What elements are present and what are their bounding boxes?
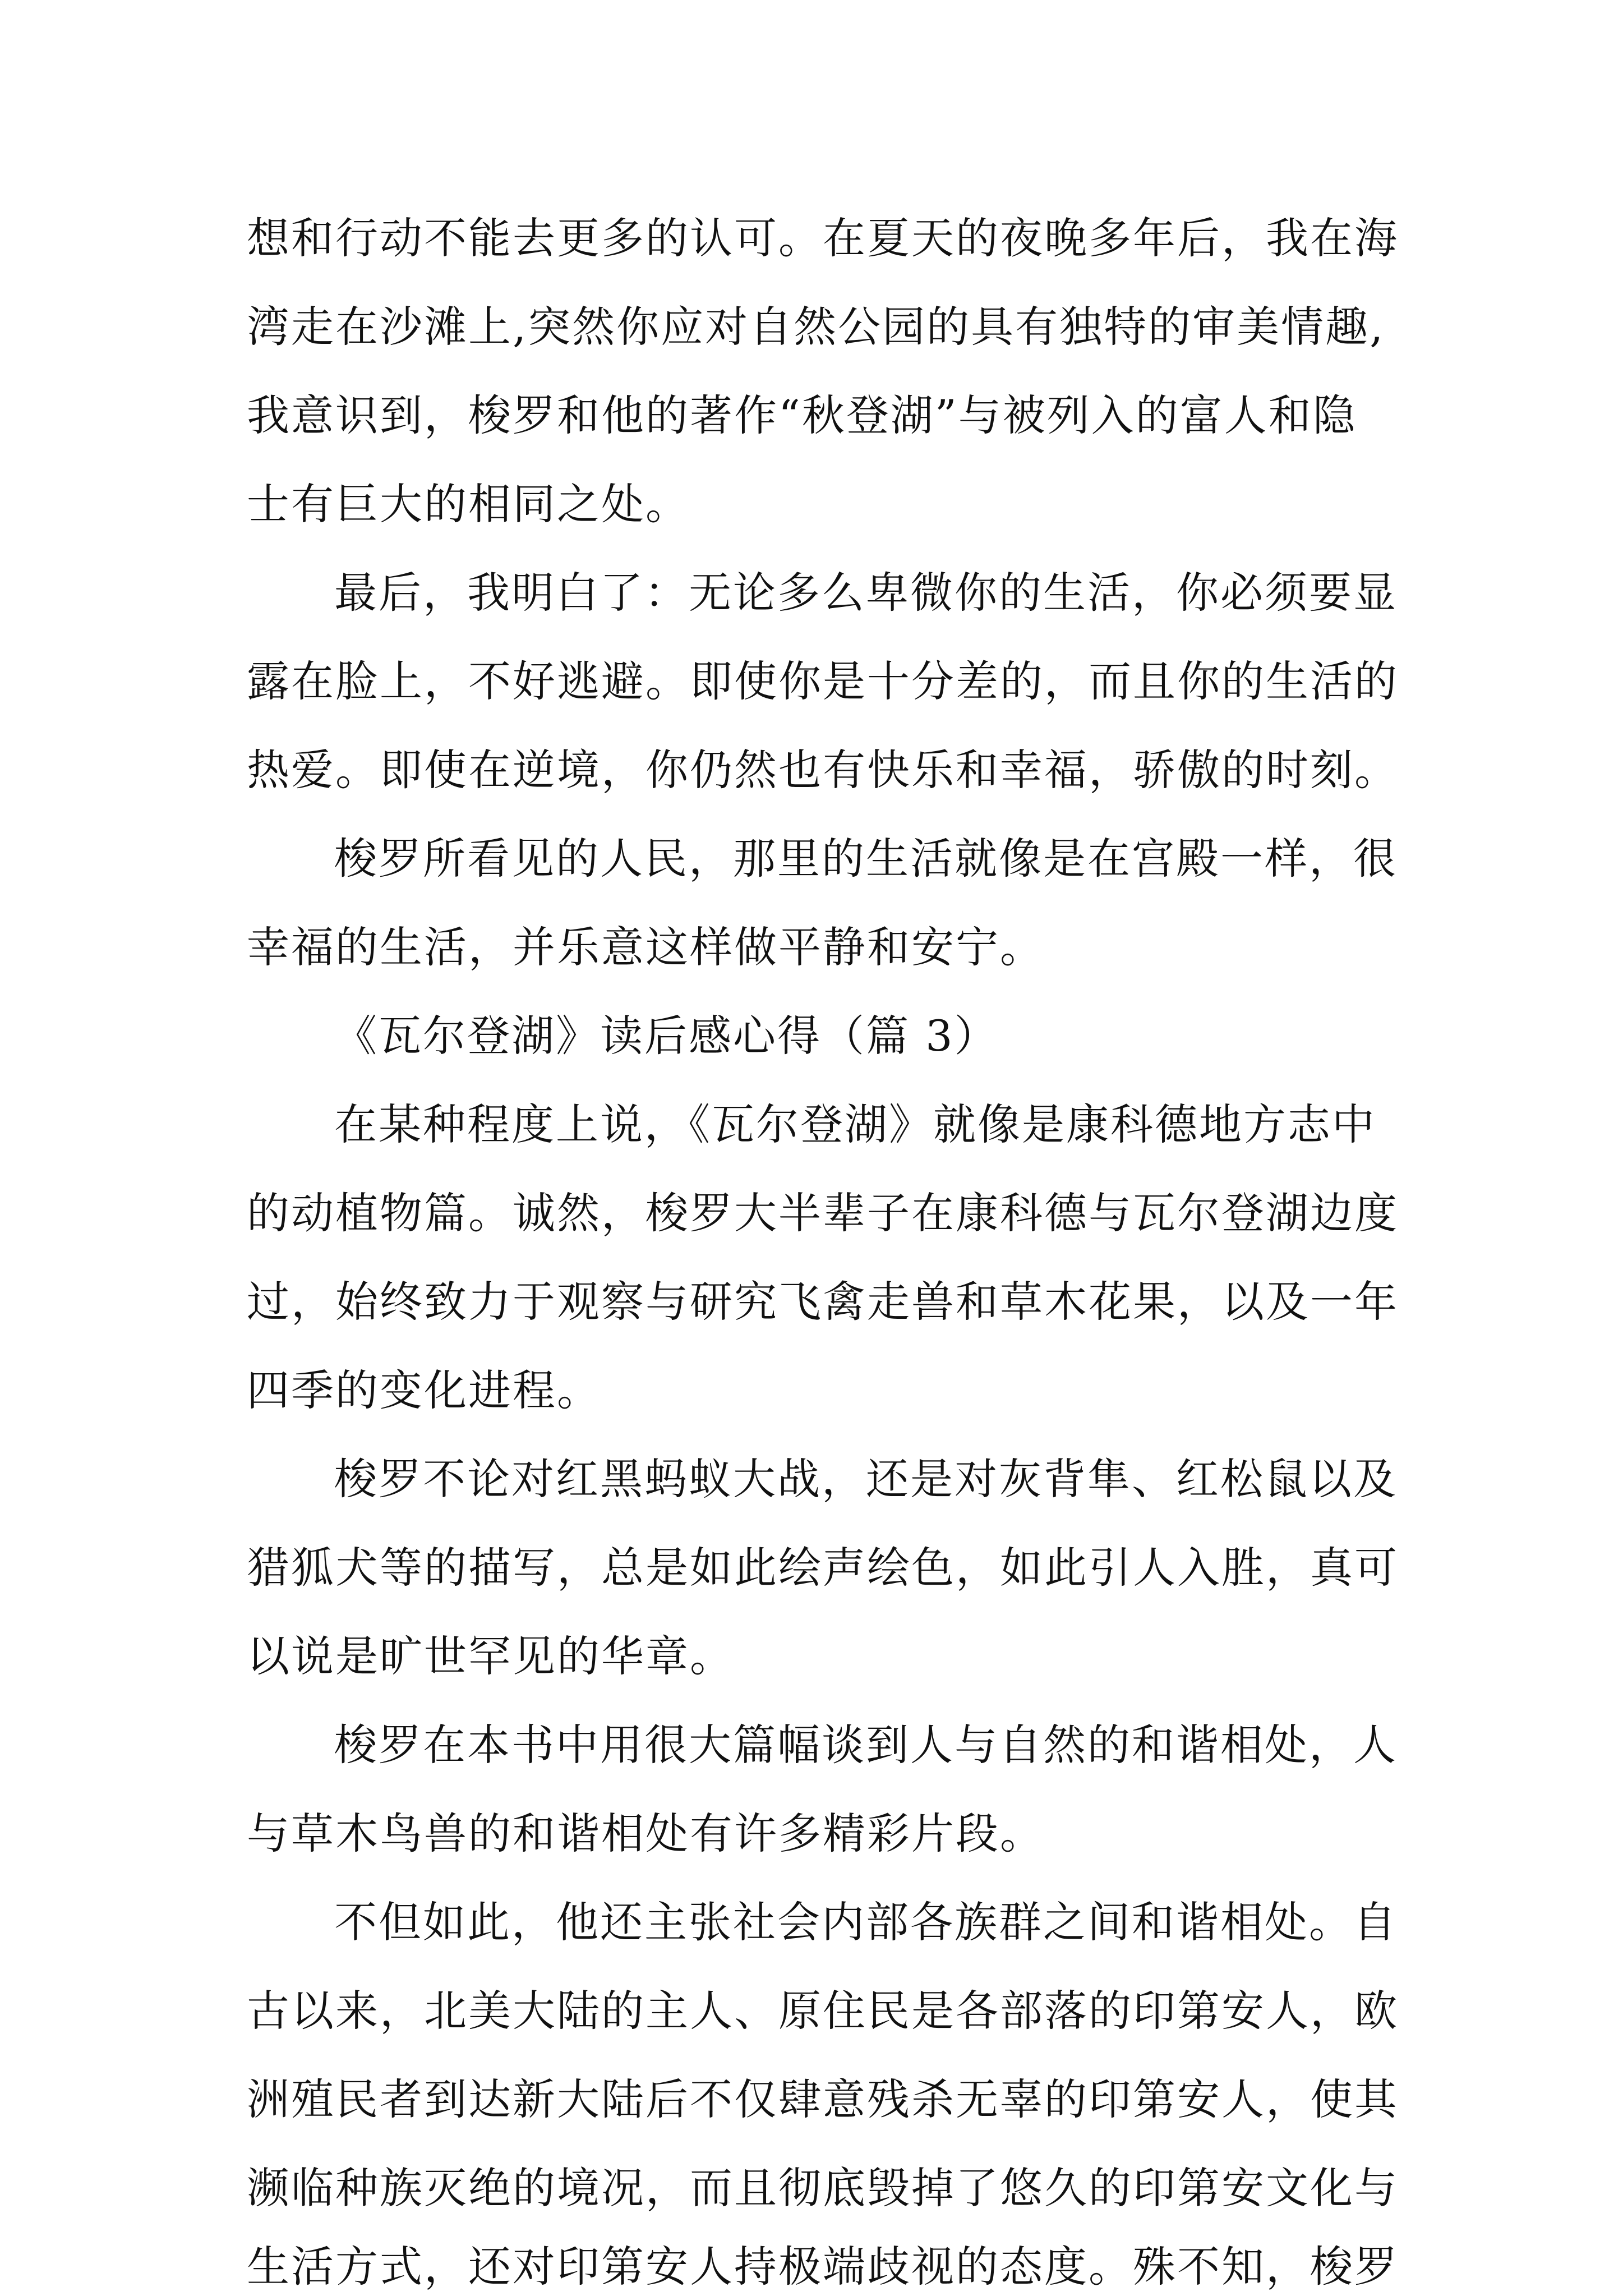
text-line: 濒临种族灭绝的境况，而且彻底毁掉了悠久的印第安文化与 (247, 2163, 1399, 2213)
paragraph-start-line: 梭罗不论对红黑蚂蚁大战，还是对灰背隼、红松鼠以及 (334, 1454, 1398, 1504)
text-line: 猎狐犬等的描写，总是如此绘声绘色，如此引人入胜，真可 (247, 1543, 1399, 1593)
text-line: 热爱。即使在逆境，你仍然也有快乐和幸福，骄傲的时刻。 (247, 745, 1399, 795)
text-line: 士有巨大的相同之处。 (247, 479, 690, 529)
text-line: 湾走在沙滩上,突然你应对自然公园的具有独特的审美情趣, (247, 302, 1385, 352)
text-line: 以说是旷世罕见的华章。 (247, 1631, 734, 1681)
text-line: 过，始终致力于观察与研究飞禽走兽和草木花果，以及一年 (247, 1277, 1399, 1327)
paragraph-start-line: 梭罗在本书中用很大篇幅谈到人与自然的和谐相处，人 (334, 1720, 1398, 1770)
text-line: 古以来，北美大陆的主人、原住民是各部落的印第安人，欧 (247, 1986, 1399, 2036)
text-line: 我意识到，梭罗和他的著作“秋登湖”与被列入的富人和隐 (247, 390, 1357, 440)
text-line: 幸福的生活，并乐意这样做平静和安宁。 (247, 922, 1044, 972)
text-line: 的动植物篇。诚然，梭罗大半辈子在康科德与瓦尔登湖边度 (247, 1188, 1399, 1238)
text-line: 生活方式，还对印第安人持极端歧视的态度。殊不知，梭罗 (247, 2242, 1399, 2292)
section-title: 《瓦尔登湖》读后感心得（篇 3） (334, 1011, 999, 1061)
text-line: 与草木鸟兽的和谐相处有许多精彩片段。 (247, 1809, 1044, 1858)
text-line: 四季的变化进程。 (247, 1365, 601, 1415)
paragraph-start-line: 在某种程度上说，《瓦尔登湖》就像是康科德地方志中 (334, 1099, 1376, 1149)
text-line: 想和行动不能去更多的认可。在夏天的夜晚多年后，我在海 (247, 213, 1399, 263)
paragraph-start-line: 梭罗所看见的人民，那里的生活就像是在宫殿一样，很 (334, 834, 1398, 884)
text-line: 洲殖民者到达新大陆后不仅肆意残杀无辜的印第安人，使其 (247, 2074, 1399, 2124)
text-line: 露在脸上，不好逃避。即使你是十分差的，而且你的生活的 (247, 656, 1399, 706)
paragraph-start-line: 最后，我明白了：无论多么卑微你的生活，你必须要显 (334, 568, 1398, 618)
paragraph-start-line: 不但如此，他还主张社会内部各族群之间和谐相处。自 (334, 1897, 1398, 1947)
